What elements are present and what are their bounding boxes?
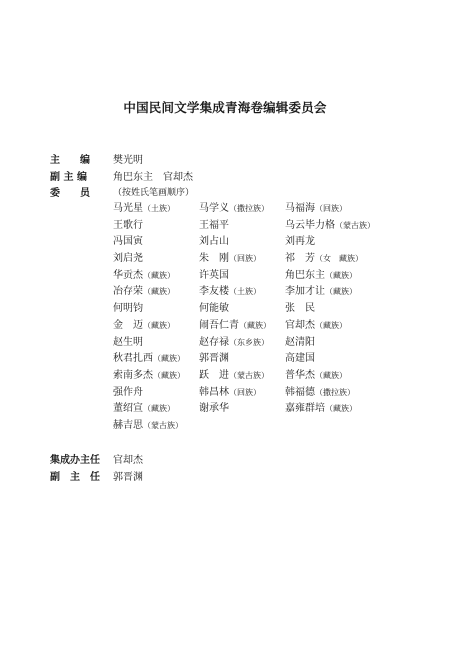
member-entry [113, 318, 199, 335]
member-entry [285, 218, 443, 235]
member-name: 金 迈 [113, 319, 143, 331]
member-entry [199, 318, 285, 335]
member-entry [113, 218, 199, 235]
member-entry [285, 335, 443, 352]
member-ethnicity-note: （藏族） [315, 320, 347, 330]
deputy-editor-names: 角巴东主 官却杰 [113, 172, 193, 183]
member-name: 赫吉思 [113, 419, 143, 431]
member-entry [199, 301, 285, 318]
member-entry [199, 268, 285, 285]
member-name: 王歌行 [113, 219, 143, 231]
member-name: 赵清阳 [285, 336, 315, 348]
members-list [113, 201, 443, 435]
member-name: 董绍宣 [113, 403, 143, 415]
member-name: 何明钧 [113, 303, 143, 315]
member-entry [199, 234, 285, 251]
members-note: （按姓氏笔画顺序） [113, 188, 195, 198]
member-ethnicity-note: （土族） [229, 287, 261, 297]
member-name: 华贡杰 [113, 269, 143, 281]
member-entry [285, 351, 443, 368]
member-entry [113, 335, 199, 352]
member-entry [113, 251, 199, 268]
member-ethnicity-note: （藏族） [315, 370, 347, 380]
member-name: 官却杰 [285, 319, 315, 331]
member-name: 跃 进 [199, 369, 229, 381]
member-ethnicity-note: （东乡族） [229, 337, 269, 347]
member-entry [113, 301, 199, 318]
member-name: 冶存荣 [113, 286, 143, 298]
member-name: 郭晋渊 [199, 353, 229, 365]
member-entry [113, 401, 199, 418]
member-ethnicity-note: （回族） [229, 254, 261, 264]
member-entry [199, 335, 285, 352]
members-label: 委 员 [50, 188, 90, 199]
member-ethnicity-note: （藏族） [239, 320, 271, 330]
member-name: 索南多杰 [113, 369, 153, 381]
member-name: 秋君扎西 [113, 353, 153, 365]
office-deputy-names: 郭晋渊 [113, 472, 143, 483]
member-ethnicity-note: （藏族） [325, 404, 357, 414]
member-name: 普华杰 [285, 369, 315, 381]
member-name: 乌云毕力格 [285, 219, 335, 231]
member-entry [113, 385, 199, 402]
member-name: 祁 芳 [285, 253, 315, 265]
member-name: 韩福德 [285, 386, 315, 398]
member-name: 冯国寅 [113, 236, 143, 248]
member-name: 高建国 [285, 353, 315, 365]
chief-editor-label: 主 编 [50, 155, 90, 166]
member-name: 强作舟 [113, 386, 143, 398]
member-entry [285, 234, 443, 251]
office-head-label: 集成办主任 [50, 455, 100, 466]
member-name: 张 民 [285, 303, 315, 315]
member-entry [113, 418, 199, 435]
member-entry [285, 251, 443, 268]
member-ethnicity-note: （藏族） [143, 270, 175, 280]
member-entry [113, 268, 199, 285]
member-entry [199, 368, 285, 385]
member-name: 嘉雍群培 [285, 403, 325, 415]
member-entry [199, 284, 285, 301]
member-entry [285, 301, 443, 318]
member-ethnicity-note: （藏族） [143, 287, 175, 297]
office-deputy-label: 副 主 任 [50, 472, 100, 483]
member-name: 赵存禄 [199, 336, 229, 348]
member-name: 王福平 [199, 219, 229, 231]
member-name: 刘再龙 [285, 236, 315, 248]
member-entry [113, 351, 199, 368]
page-title: 中国民间文学集成青海卷编辑委员会 [123, 100, 327, 115]
member-name: 何能敏 [199, 303, 229, 315]
member-entry [285, 318, 443, 335]
member-entry [113, 234, 199, 251]
member-ethnicity-note: （蒙古族） [335, 220, 375, 230]
member-name: 马光星 [113, 203, 143, 214]
member-entry [199, 251, 285, 268]
member-name: 马福海 [285, 203, 315, 214]
member-entry [199, 401, 285, 418]
member-entry [113, 368, 199, 385]
member-name: 李加才让 [285, 286, 325, 298]
member-entry [285, 268, 443, 285]
member-entry [285, 401, 443, 418]
member-name: 赵生明 [113, 336, 143, 348]
member-ethnicity-note: （回族） [229, 387, 261, 397]
member-entry [285, 368, 443, 385]
member-ethnicity-note: （藏族） [325, 270, 357, 280]
member-name: 李友楼 [199, 286, 229, 298]
member-ethnicity-note: （藏族） [143, 404, 175, 414]
member-name: 韩昌林 [199, 386, 229, 398]
member-ethnicity-note: （土族） [143, 204, 175, 213]
member-name: 马学义 [199, 203, 229, 214]
member-entry [199, 201, 285, 218]
member-name: 朱 刚 [199, 253, 229, 265]
member-name: 闹吾仁青 [199, 319, 239, 331]
member-ethnicity-note: （撒拉族） [315, 387, 355, 397]
member-entry [285, 385, 443, 402]
member-name: 谢承华 [199, 403, 229, 415]
member-ethnicity-note: （回族） [315, 204, 347, 213]
member-entry [199, 218, 285, 235]
office-head-names: 官却杰 [113, 455, 143, 466]
member-entry [285, 201, 443, 218]
member-ethnicity-note: （藏族） [153, 354, 185, 364]
member-entry [113, 284, 199, 301]
member-ethnicity-note: （女 藏族） [315, 254, 363, 264]
member-name: 刘启尧 [113, 253, 143, 265]
member-name: 许英国 [199, 269, 229, 281]
member-entry [199, 351, 285, 368]
member-ethnicity-note: （蒙古族） [229, 370, 269, 380]
member-name: 角巴东主 [285, 269, 325, 281]
member-ethnicity-note: （蒙古族） [143, 420, 183, 430]
deputy-editor-label: 副 主 编 [50, 172, 87, 183]
member-entry [113, 201, 199, 218]
member-ethnicity-note: （撒拉族） [229, 204, 269, 213]
member-ethnicity-note: （藏族） [143, 320, 175, 330]
member-ethnicity-note: （藏族） [153, 370, 185, 380]
chief-editor-names: 樊光明 [113, 155, 143, 166]
member-ethnicity-note: （藏族） [325, 287, 357, 297]
member-name: 刘占山 [199, 236, 229, 248]
member-entry [285, 284, 443, 301]
member-entry [199, 385, 285, 402]
